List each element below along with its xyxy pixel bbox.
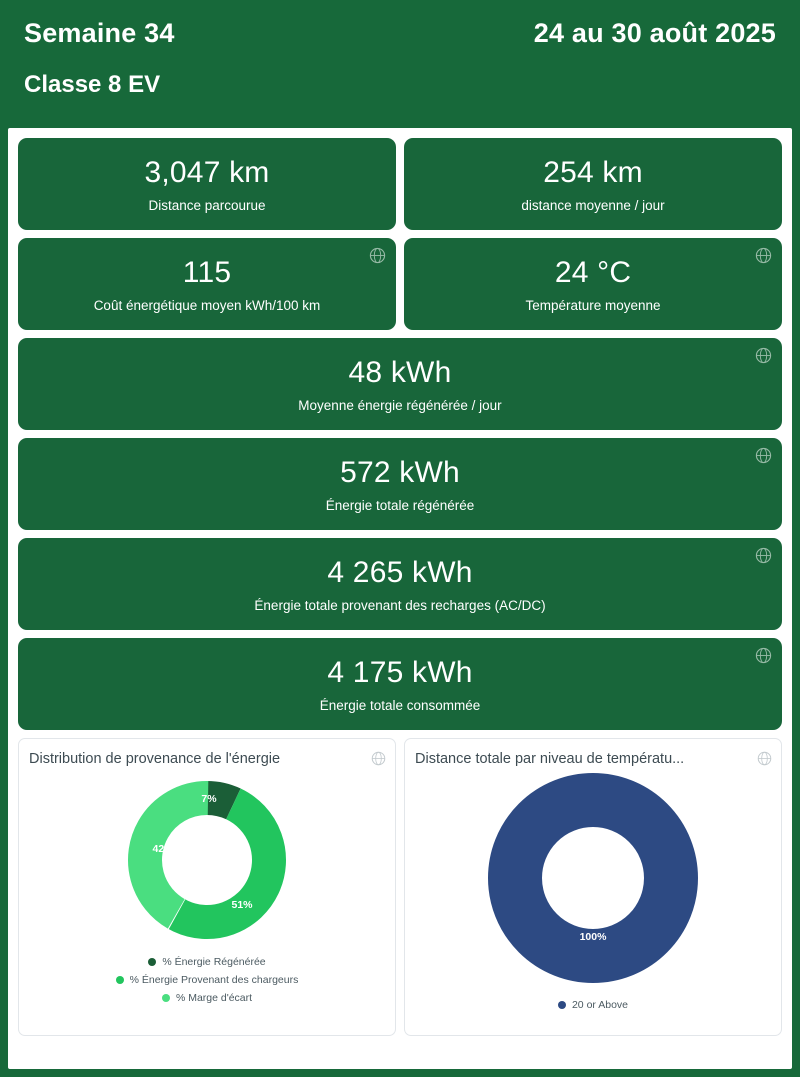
- energy-source-distribution-chart: [18, 738, 396, 1036]
- donut-chart-1: [29, 767, 385, 952]
- slice-label-20-or-above: 100%: [579, 931, 607, 943]
- chart-title: Distribution de provenance de l'énergie: [29, 751, 281, 767]
- legend-color-swatch: [116, 976, 124, 984]
- slice-label-chargeurs: 51%: [231, 898, 253, 911]
- kpi-label: Distance parcourue: [148, 197, 266, 213]
- kpi-value: 48 kWh: [348, 355, 452, 389]
- chart-title: Distance totale par niveau de températu...: [415, 751, 685, 767]
- kpi-value: 3,047 km: [144, 155, 270, 189]
- legend-color-swatch: [558, 1001, 566, 1009]
- class-title: Classe 8 EV: [24, 71, 161, 98]
- kpi-value: 572 kWh: [340, 455, 460, 489]
- globe-icon[interactable]: [755, 447, 772, 464]
- kpi-label: Température moyenne: [525, 297, 661, 313]
- globe-icon[interactable]: [757, 751, 772, 766]
- kpi-value: 4 265 kWh: [327, 555, 473, 589]
- kpi-label: Énergie totale provenant des recharges (AC/DC): [254, 597, 546, 613]
- dashboard-body: [8, 128, 792, 1069]
- kpi-label: Énergie totale consommée: [319, 697, 481, 713]
- kpi-grid: [18, 138, 782, 730]
- legend-item[interactable]: [162, 992, 252, 1004]
- kpi-label: Coût énergétique moyen kWh/100 km: [93, 297, 321, 313]
- globe-icon[interactable]: [755, 547, 772, 564]
- kpi-card: [404, 138, 782, 230]
- globe-icon[interactable]: [755, 247, 772, 264]
- legend-color-swatch: [148, 958, 156, 966]
- kpi-card: [18, 538, 782, 630]
- slice-label-regeneree: 7%: [201, 792, 217, 805]
- kpi-label: Moyenne énergie régénérée / jour: [298, 397, 502, 413]
- donut-svg: [483, 770, 703, 992]
- chart-legend: [29, 956, 385, 1004]
- legend-item[interactable]: [148, 956, 265, 968]
- kpi-value: 24 °C: [554, 255, 632, 289]
- legend-label: % Énergie Régénérée: [162, 956, 266, 968]
- kpi-card: [404, 238, 782, 330]
- chart-legend: [415, 999, 771, 1011]
- kpi-label: distance moyenne / jour: [521, 197, 665, 213]
- globe-icon[interactable]: [755, 347, 772, 364]
- legend-label: % Énergie Provenant des chargeurs: [129, 974, 299, 986]
- kpi-card: [18, 138, 396, 230]
- legend-color-swatch: [162, 994, 170, 1002]
- globe-icon[interactable]: [371, 751, 386, 766]
- distance-by-temperature-chart: [404, 738, 782, 1036]
- legend-item[interactable]: [116, 974, 299, 986]
- kpi-card: [18, 238, 396, 330]
- page-header: [0, 0, 800, 128]
- kpi-label: Énergie totale régénérée: [325, 497, 475, 513]
- donut-chart-2: [415, 767, 771, 995]
- kpi-card: [18, 438, 782, 530]
- kpi-value: 4 175 kWh: [327, 655, 473, 689]
- donut-svg: [117, 770, 297, 950]
- legend-item[interactable]: [558, 999, 628, 1011]
- legend-label: % Marge d'écart: [175, 992, 253, 1004]
- slice-label-marge: 42%: [152, 842, 174, 855]
- header-row: [24, 18, 776, 49]
- kpi-card: [18, 638, 782, 730]
- kpi-value: 115: [182, 255, 232, 289]
- legend-label: 20 or Above: [571, 999, 629, 1011]
- date-range: 24 au 30 août 2025: [533, 18, 776, 48]
- week-title: Semaine 34: [24, 18, 175, 48]
- globe-icon[interactable]: [755, 647, 772, 664]
- kpi-card: [18, 338, 782, 430]
- globe-icon[interactable]: [369, 247, 386, 264]
- kpi-value: 254 km: [543, 155, 643, 189]
- charts-row: [18, 738, 782, 1036]
